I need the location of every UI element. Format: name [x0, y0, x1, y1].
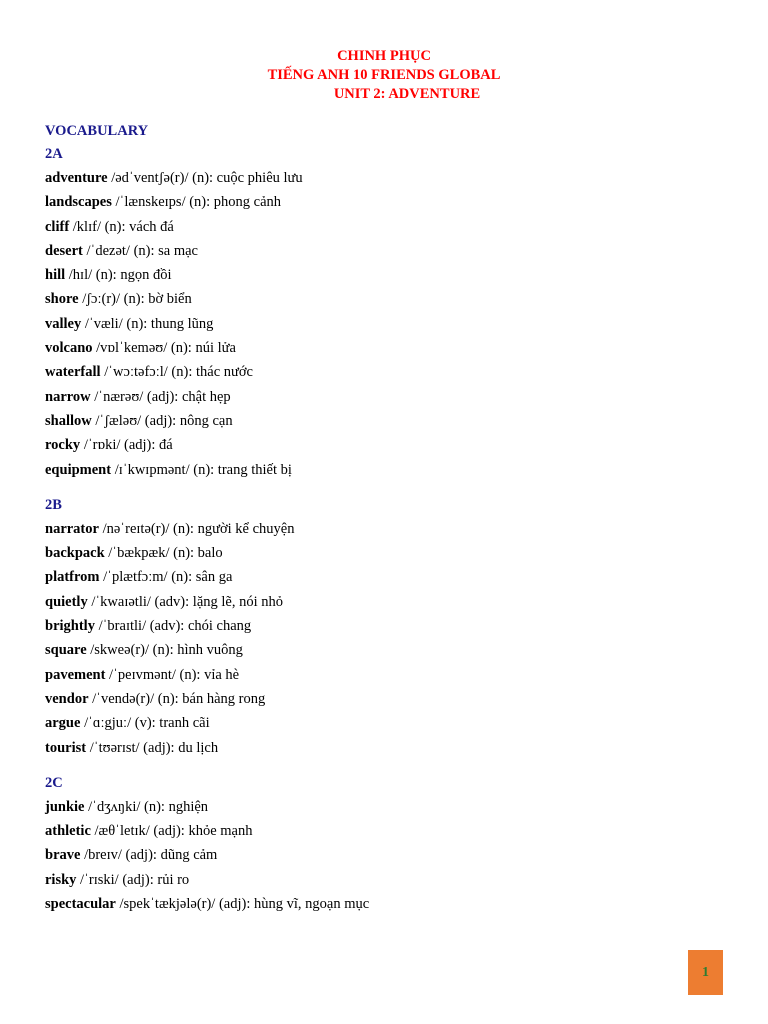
vocab-definition: /ˈdʒʌŋki/ (n): nghiện — [84, 798, 209, 815]
vocab-definition: /ˈnærəʊ/ (adj): chật hẹp — [90, 388, 231, 405]
vocab-definition: /ˈrɒki/ (adj): đá — [80, 437, 173, 454]
vocab-word: equipment — [45, 461, 112, 478]
page-number-badge — [688, 950, 723, 995]
vocab-definition: /klɪf/ (n): vách đá — [69, 218, 174, 235]
vocab-definition: /ˈplætfɔːm/ (n): sân ga — [99, 569, 233, 586]
vocab-definition: /skweə(r)/ (n): hình vuông — [86, 642, 243, 659]
vocab-word: square — [45, 642, 87, 659]
vocab-word: backpack — [45, 545, 105, 562]
vocab-word: cliff — [45, 218, 70, 235]
page-number: 1 — [702, 964, 709, 980]
vocab-word: landscapes — [45, 194, 112, 211]
section-2a — [45, 143, 735, 482]
vocab-word: spectacular — [45, 896, 116, 913]
vocab-word: waterfall — [45, 364, 101, 381]
vocab-definition: /ˈpeɪvmənt/ (n): vỉa hè — [105, 666, 240, 683]
vocab-word: risky — [45, 871, 77, 888]
vocabulary-content — [45, 120, 735, 928]
vocab-entry — [45, 385, 735, 409]
vocab-definition: /ˈʃæləʊ/ (adj): nông cạn — [91, 412, 233, 429]
vocab-entry — [45, 590, 735, 614]
vocab-word: athletic — [45, 823, 91, 840]
vocab-entry — [45, 312, 735, 336]
vocab-entry — [45, 190, 735, 214]
section-title: 2B — [45, 496, 62, 513]
vocab-word: shore — [45, 291, 79, 308]
vocab-definition: /ˈɑːgjuː/ (v): tranh cãi — [80, 715, 210, 732]
vocab-word: vendor — [45, 690, 89, 707]
vocab-entry — [45, 687, 735, 711]
title-line-1: CHINH PHỤC — [337, 48, 431, 64]
vocab-entry — [45, 433, 735, 457]
vocab-entry — [45, 239, 735, 263]
vocab-word: narrator — [45, 520, 99, 537]
vocab-definition: /ədˈventʃə(r)/ (n): cuộc phiêu lưu — [107, 170, 303, 186]
vocab-definition: /breɪv/ (adj): dũng cảm — [80, 847, 218, 864]
vocab-word: pavement — [45, 666, 106, 683]
vocab-definition: /vɒlˈkeməʊ/ (n): núi lửa — [92, 340, 236, 357]
title-line-3: UNIT 2: ADVENTURE — [333, 86, 481, 102]
vocab-word: quietly — [45, 593, 88, 610]
vocab-definition: /ˈvæli/ (n): thung lũng — [81, 315, 214, 332]
vocabulary-heading: VOCABULARY — [45, 123, 149, 139]
vocab-entry — [45, 287, 735, 311]
vocab-definition: /ˈrɪski/ (adj): rủi ro — [76, 871, 190, 888]
section-title: 2A — [45, 146, 63, 162]
vocab-entry — [45, 663, 735, 687]
vocab-definition: /hɪl/ (n): ngọn đồi — [65, 267, 172, 284]
vocab-definition: /ˈvendə(r)/ (n): bán hàng rong — [88, 690, 266, 707]
vocab-entry — [45, 409, 735, 433]
vocab-entry — [45, 711, 735, 735]
vocab-entry — [45, 360, 735, 384]
vocab-word: platfrom — [45, 569, 100, 586]
vocab-entry — [45, 215, 735, 239]
vocab-entry — [45, 565, 735, 589]
vocab-entry — [45, 263, 735, 287]
vocab-definition: /ˈbækpæk/ (n): balo — [104, 545, 223, 562]
vocab-entry — [45, 892, 735, 916]
vocab-entry — [45, 166, 735, 190]
title-line-2: TIẾNG ANH 10 FRIENDS GLOBAL — [267, 67, 501, 83]
vocab-word: junkie — [45, 798, 85, 815]
vocab-word: brightly — [45, 618, 95, 635]
vocab-definition: /ˈkwaɪətli/ (adv): lặng lẽ, nói nhỏ — [87, 593, 283, 610]
vocab-entry — [45, 541, 735, 565]
vocab-word: rocky — [45, 437, 81, 454]
vocab-definition: /ˈwɔːtəfɔːl/ (n): thác nước — [100, 364, 253, 381]
section-2b — [45, 494, 735, 760]
vocab-definition: /æθˈletɪk/ (adj): khỏe mạnh — [90, 823, 253, 840]
section-2c — [45, 772, 735, 916]
section-title: 2C — [45, 774, 63, 791]
vocab-definition: /ɪˈkwɪpmənt/ (n): trang thiết bị — [111, 461, 292, 478]
vocab-entry — [45, 843, 735, 867]
vocab-definition: /ˈlænskeɪps/ (n): phong cảnh — [111, 194, 282, 211]
vocab-word: argue — [45, 715, 81, 732]
vocab-word: narrow — [45, 388, 91, 405]
vocab-word: valley — [45, 315, 82, 332]
vocab-definition: /spekˈtækjələ(r)/ (adj): hùng vĩ, ngoạn mục — [115, 896, 370, 913]
vocab-entry — [45, 614, 735, 638]
vocab-word: hill — [45, 267, 66, 284]
vocab-entry — [45, 517, 735, 541]
document-title — [0, 47, 768, 104]
vocab-word: brave — [45, 847, 81, 864]
vocab-definition: /ˈdezət/ (n): sa mạc — [82, 242, 198, 259]
vocab-entry — [45, 336, 735, 360]
vocab-entry — [45, 819, 735, 843]
vocab-entry — [45, 458, 735, 482]
vocab-entry — [45, 868, 735, 892]
vocab-definition: /ʃɔː(r)/ (n): bờ biển — [78, 291, 192, 308]
vocab-entry — [45, 638, 735, 662]
vocab-word: desert — [45, 242, 83, 259]
vocab-word: adventure — [45, 170, 108, 186]
vocab-word: tourist — [45, 739, 87, 756]
vocab-entry — [45, 795, 735, 819]
vocab-word: volcano — [45, 340, 93, 357]
vocab-definition: /ˈbraɪtli/ (adv): chói chang — [94, 618, 252, 635]
vocab-definition: /ˈtʊərɪst/ (adj): du lịch — [86, 739, 219, 756]
vocab-definition: /nəˈreɪtə(r)/ (n): người kể chuyện — [98, 520, 295, 537]
vocab-word: shallow — [45, 412, 92, 429]
vocab-entry — [45, 736, 735, 760]
